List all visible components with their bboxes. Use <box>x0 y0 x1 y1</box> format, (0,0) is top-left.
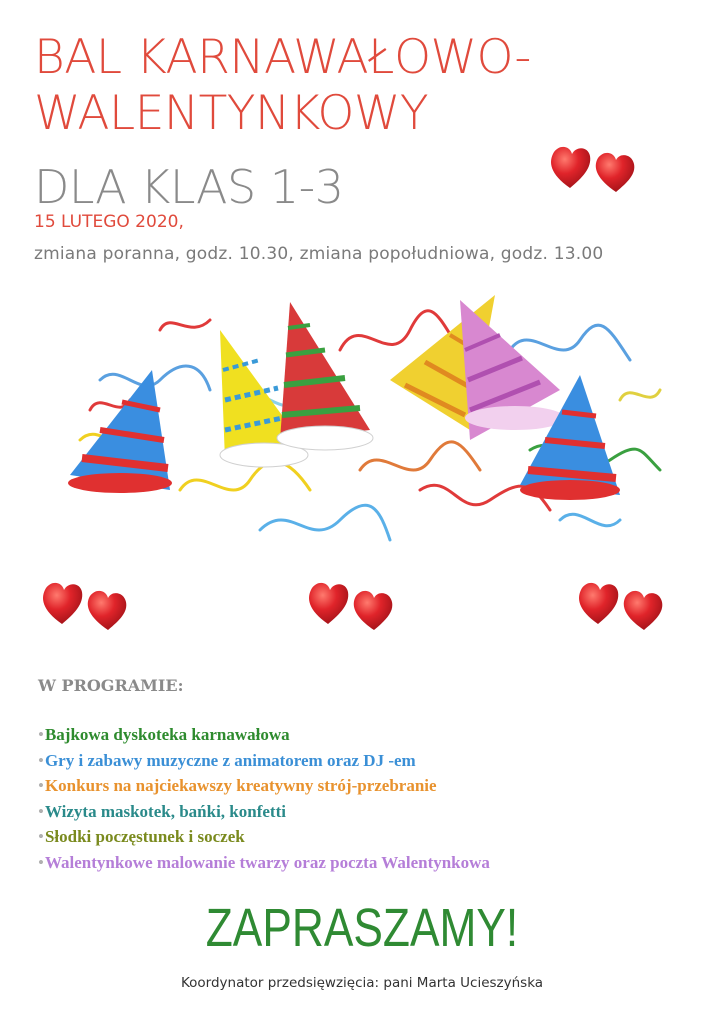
program-heading: W PROGRAMIE: <box>38 676 184 695</box>
program-item <box>38 773 490 799</box>
program-item <box>38 799 490 825</box>
heart-pair-icon <box>546 140 642 196</box>
program-list <box>38 722 490 875</box>
event-times: zmiana poranna, godz. 10.30, zmiana popołudniowa, godz. 13.00 <box>34 244 604 264</box>
program-item-text: Gry i zabawy muzyczne z animatorem oraz DJ -em <box>44 750 416 770</box>
poster-title <box>34 30 531 142</box>
title-line-1: BAL KARNAWAŁOWO- <box>34 30 531 85</box>
heart-pair-icon <box>304 578 400 634</box>
poster-subtitle: DLA KLAS 1-3 <box>34 160 344 214</box>
bullet: • <box>38 827 44 846</box>
program-item-text: Wizyta maskotek, bańki, konfetti <box>44 801 286 821</box>
bullet: • <box>38 776 44 795</box>
coordinator-credit: Koordynator przedsięwzięcia: pani Marta Ucieszyńska <box>180 975 544 991</box>
heart-pair-icon <box>38 578 134 634</box>
bullet: • <box>38 852 44 872</box>
program-item <box>38 748 490 774</box>
bullet: • <box>38 725 44 744</box>
party-hats-illustration <box>60 290 670 560</box>
event-date: 15 LUTEGO 2020, <box>34 212 184 232</box>
program-item-text: Słodki poczęstunek i soczek <box>44 827 245 846</box>
bullet: • <box>38 801 44 821</box>
program-item-text: Bajkowa dyskoteka karnawałowa <box>44 725 290 744</box>
program-item-text: Walentynkowe malowanie twarzy oraz poczta Walentynkowa <box>44 852 490 872</box>
program-item <box>38 850 490 876</box>
invite-heading: ZAPRASZAMY! <box>205 898 519 958</box>
bullet: • <box>38 750 44 770</box>
program-item <box>38 722 490 748</box>
program-item <box>38 824 490 850</box>
program-item-text: Konkurs na najciekawszy kreatywny strój-przebranie <box>44 776 437 795</box>
heart-pair-icon <box>574 578 670 634</box>
title-line-2: WALENTYNKOWY <box>34 86 429 141</box>
